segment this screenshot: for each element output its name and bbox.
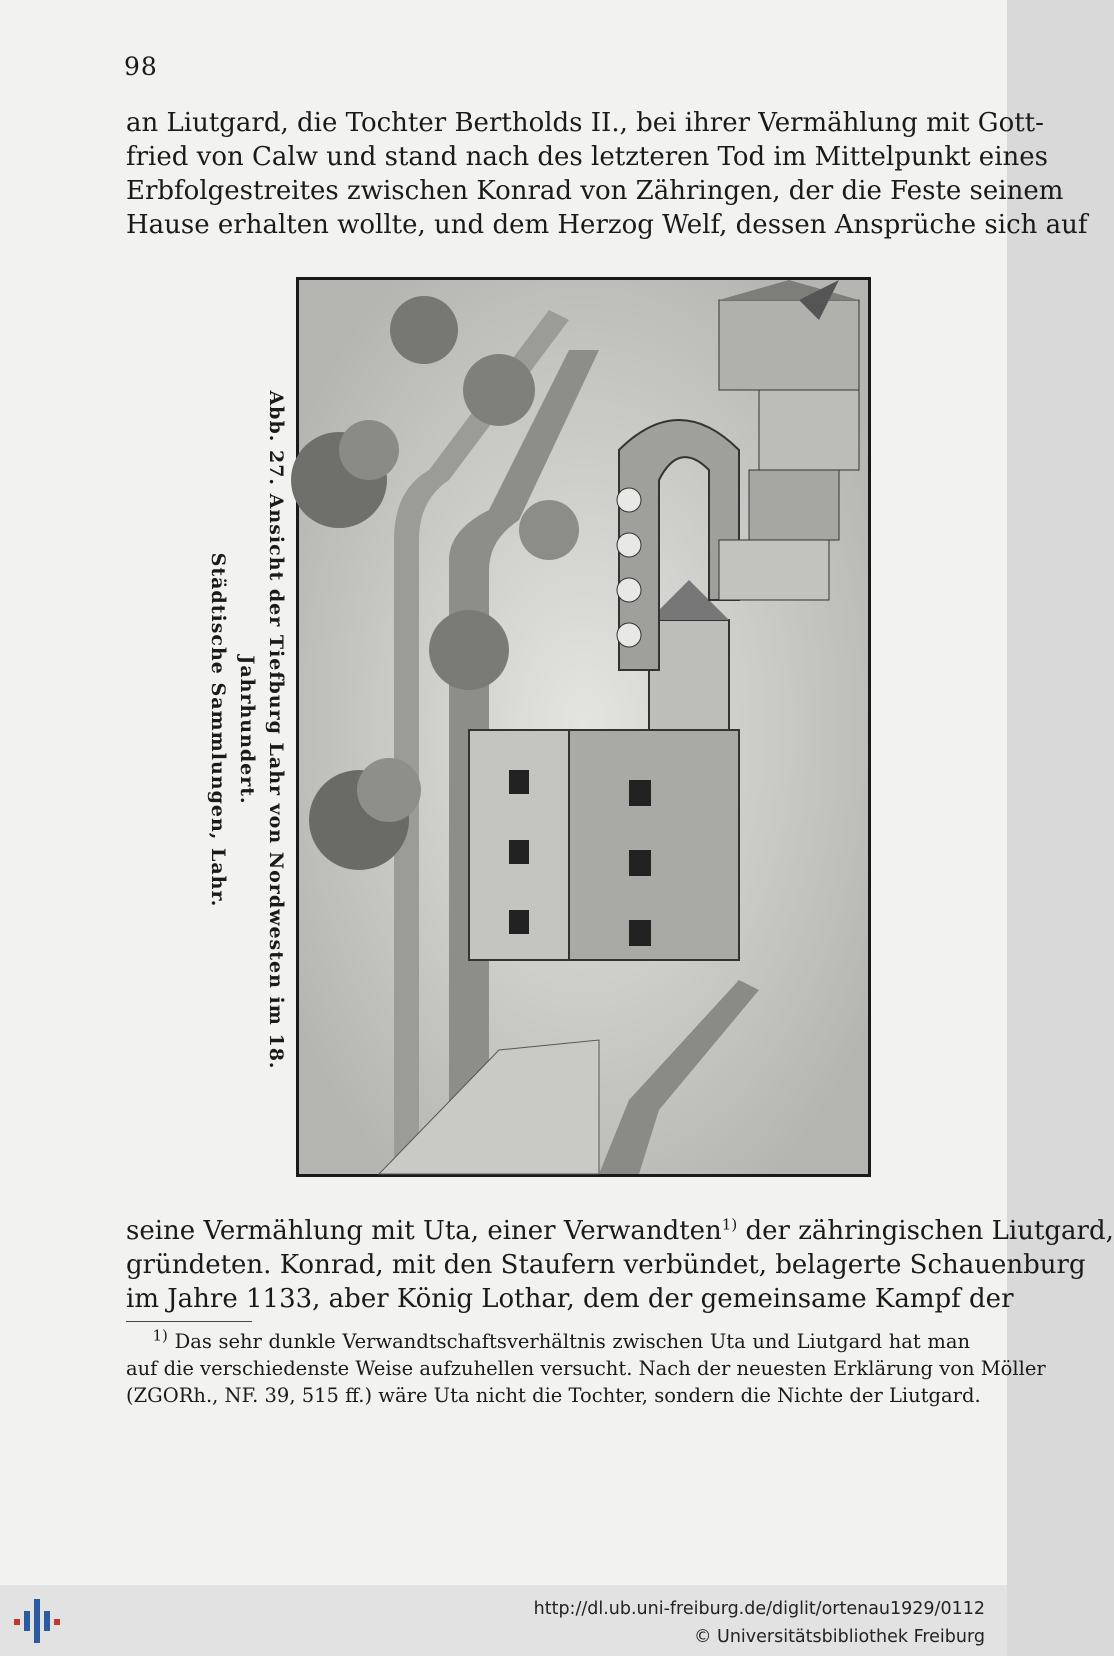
body-text-bottom <box>126 1214 1114 1316</box>
text-fragment: seine Vermählung mit Uta, einer Verwandten <box>126 1216 722 1246</box>
footnote-line <box>126 1328 970 1355</box>
library-footer <box>0 1585 1007 1656</box>
text-line: Erbfolgestreites zwischen Konrad von Zähringen, der die Feste seinem <box>126 176 1064 206</box>
footnote-marker: 1) <box>152 1326 168 1345</box>
text-line: Hause erhalten wollte, und dem Herzog Welf, dessen Ansprüche sich auf <box>126 210 1088 240</box>
copyright-text: © Universitätsbibliothek Freiburg <box>693 1627 985 1647</box>
page-number: 98 <box>124 52 158 81</box>
text-line: gründeten. Konrad, mit den Staufern verbündet, belagerte Schauenburg <box>126 1250 1086 1280</box>
source-url-link[interactable]: http://dl.ub.uni-freiburg.de/diglit/ortenau1929/0112 <box>533 1599 985 1619</box>
text-fragment: Das sehr dunkle Verwandtschaftsverhältnis zwischen Uta und Liutgard hat man <box>174 1330 971 1353</box>
caption-line-title: Abb. 27. Ansicht der Tiefburg Lahr von Nordwesten im 18. Jahrhundert. <box>236 390 287 1070</box>
footnote <box>126 1326 1046 1409</box>
text-line <box>126 1214 1114 1248</box>
caption-line-source: Städtische Sammlungen, Lahr. <box>207 552 229 908</box>
footnote-line: (ZGORh., NF. 39, 515 ff.) wäre Uta nicht die Tochter, sondern die Nichte der Liutgard. <box>126 1384 981 1407</box>
body-text-top <box>126 106 1088 242</box>
footnote-line: auf die verschiedenste Weise aufzuhellen versucht. Nach der neuesten Erklärung von Möller <box>126 1357 1046 1380</box>
figure-caption <box>207 370 290 1090</box>
text-line: an Liutgard, die Tochter Bertholds II., bei ihrer Vermählung mit Gott- <box>126 108 1044 138</box>
castle-illustration <box>296 277 871 1177</box>
text-line: fried von Calw und stand nach des letzteren Tod im Mittelpunkt eines <box>126 142 1048 172</box>
text-fragment: der zähringischen Liutgard, <box>745 1216 1114 1246</box>
ub-freiburg-logo-icon[interactable] <box>10 1593 66 1649</box>
footnote-divider <box>126 1321 252 1322</box>
castle-drawing <box>299 280 868 1174</box>
text-line: im Jahre 1133, aber König Lothar, dem der gemeinsame Kampf der <box>126 1284 1014 1314</box>
footnote-reference[interactable]: 1) <box>721 1215 738 1234</box>
